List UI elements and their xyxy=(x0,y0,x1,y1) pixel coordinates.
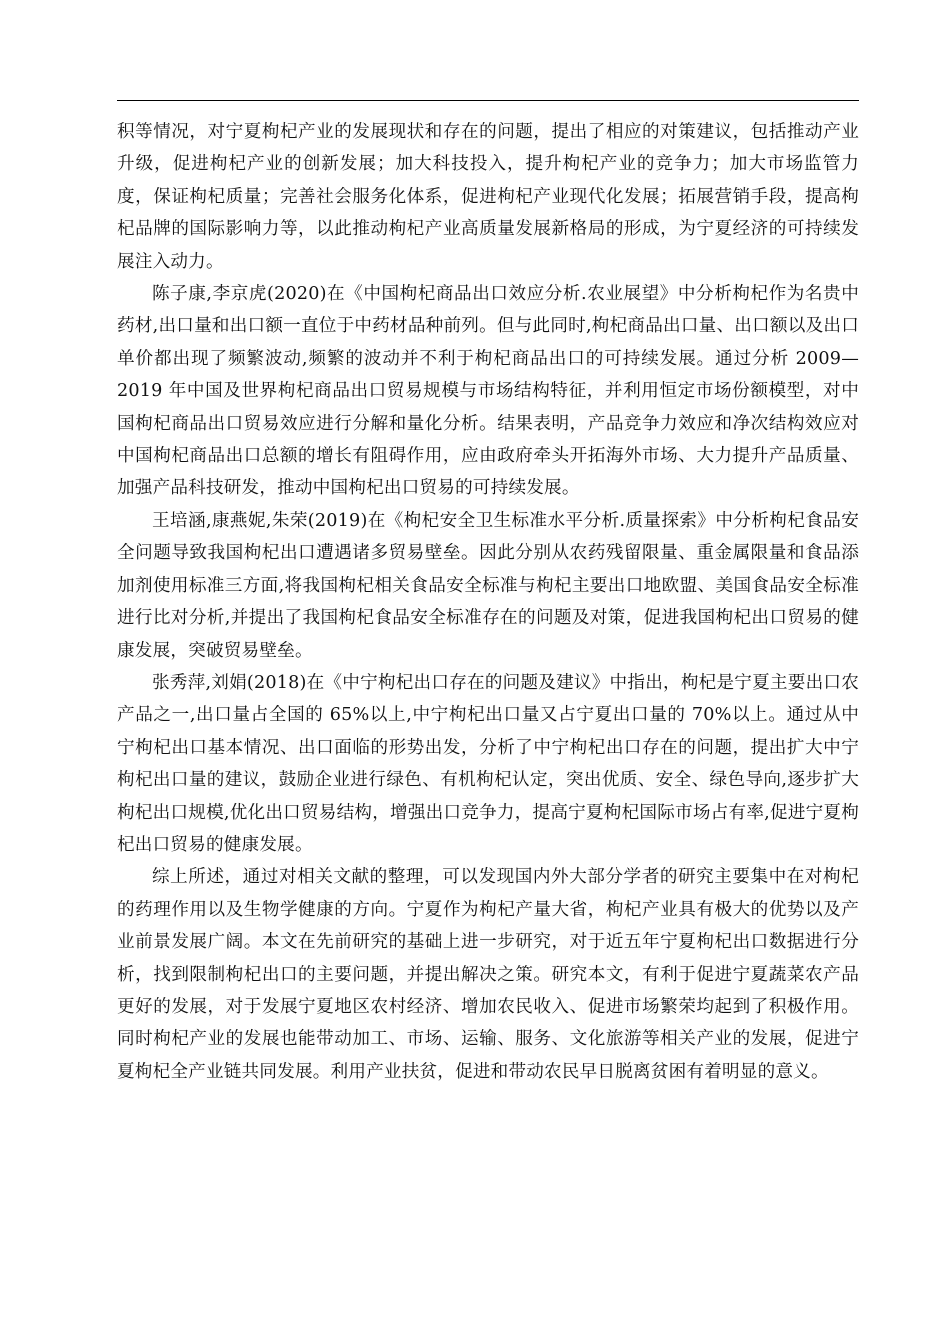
body-text xyxy=(117,116,859,1088)
paragraph-continued: 积等情况，对宁夏枸杞产业的发展现状和存在的问题，提出了相应的对策建议，包括推动产业升级，促进枸杞产业的创新发展；加大科技投入，提升枸杞产业的竞争力；加大市场监管力度，保证枸杞质量；完善社会服务化体系，促进枸杞产业现代化发展；拓展营销手段，提高枸杞品牌的国际影响力等，以此推动枸杞产业高质量发展新格局的形成，为宁夏经济的可持续发展注入动力。 xyxy=(117,122,859,272)
paragraph-chen-zikang: 陈子康,李京虎(2020)在《中国枸杞商品出口效应分析.农业展望》中分析枸杞作为名贵中药材,出口量和出口额一直位于中药材品种前列。但与此同时,枸杞商品出口量、出口额以及出口单价都出现了频繁波动,频繁的波动并不利于枸杞商品出口的可持续发展。通过分析 2009—2019 年中国及世界枸杞商品出口贸易规模与市场结构特征，并利用恒定市场份额模型，对中国枸杞商品出口贸易效应进行分解和量化分析。结果表明，产品竞争力效应和净次结构效应对中国枸杞商品出口总额的增长有阻碍作用，应由政府牵头开拓海外市场、大力提升产品质量、加强产品科技研发，推动中国枸杞出口贸易的可持续发展。 xyxy=(117,284,859,499)
paragraph-wang-peihan: 王培涵,康燕妮,朱荣(2019)在《枸杞安全卫生标准水平分析.质量探索》中分析枸杞食品安全问题导致我国枸杞出口遭遇诸多贸易壁垒。因此分别从农药残留限量、重金属限量和食品添加剂使用标准三方面,将我国枸杞相关食品安全标准与枸杞主要出口地欧盟、美国食品安全标准进行比对分析,并提出了我国枸杞食品安全标准存在的问题及对策，促进我国枸杞出口贸易的健康发展，突破贸易壁垒。 xyxy=(117,510,859,661)
paragraph-zhang-xiuping: 张秀萍,刘娟(2018)在《中宁枸杞出口存在的问题及建议》中指出，枸杞是宁夏主要出口农产品之一,出口量占全国的 65%以上,中宁枸杞出口量又占宁夏出口量的 70%以上。通过从中宁枸杞出口基本情况、出口面临的形势出发，分析了中宁枸杞出口存在的问题，提出扩大中宁枸杞出口量的建议，鼓励企业进行绿色、有机枸杞认定，突出优质、安全、绿色导向,逐步扩大枸杞出口规模,优化出口贸易结构，增强出口竞争力，提高宁夏枸杞国际市场占有率,促进宁夏枸杞出口贸易的健康发展。 xyxy=(117,672,859,855)
header-rule xyxy=(117,100,859,101)
paragraph-summary: 综上所述，通过对相关文献的整理，可以发现国内外大部分学者的研究主要集中在对枸杞的药理作用以及生物学健康的方向。宁夏作为枸杞产量大省，枸杞产业具有极大的优势以及产业前景发展广阔。本文在先前研究的基础上进一步研究，对于近五年宁夏枸杞出口数据进行分析，找到限制枸杞出口的主要问题，并提出解决之策。研究本文，有利于促进宁夏蔬菜农产品更好的发展，对于发展宁夏地区农村经济、增加农民收入、促进市场繁荣均起到了积极作用。同时枸杞产业的发展也能带动加工、市场、运输、服务、文化旅游等相关产业的发展，促进宁夏枸杞全产业链共同发展。利用产业扶贫，促进和带动农民早日脱离贫困有着明显的意义。 xyxy=(117,867,859,1082)
